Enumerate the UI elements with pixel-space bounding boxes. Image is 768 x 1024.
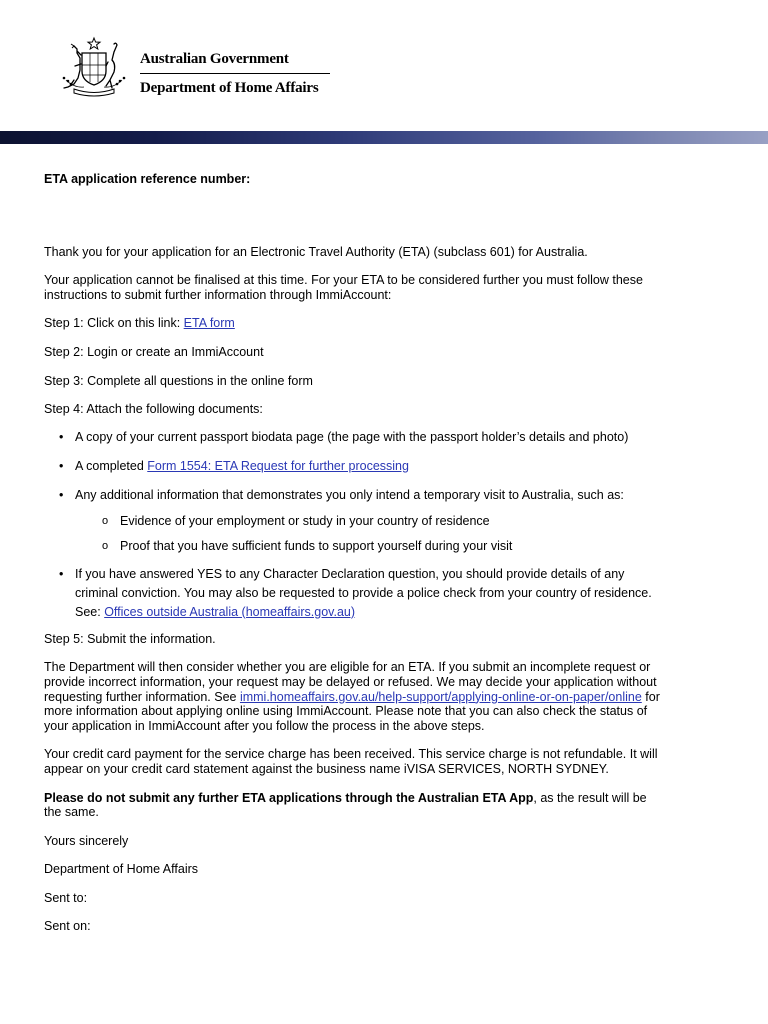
header-band (0, 131, 768, 144)
signature: Department of Home Affairs (44, 862, 199, 877)
sub-list (75, 513, 664, 555)
header-divider (140, 73, 330, 74)
step-5: Step 5: Submit the information. (44, 631, 216, 646)
coat-of-arms-icon (44, 36, 132, 98)
government-name: Australian Government (140, 51, 289, 67)
warning-paragraph (44, 791, 664, 820)
list-item-passport: • A copy of your current passport biodata page (the page with the passport holder’s details and photo) (75, 428, 664, 447)
step-3: Step 3: Complete all questions in the online form (44, 373, 313, 388)
documents-list (44, 428, 664, 622)
immi-help-link[interactable]: immi.homeaffairs.gov.au/help-support/applying-online-or-on-paper/online (239, 689, 642, 704)
letterhead (0, 0, 768, 130)
list-item-additional-info (75, 486, 664, 555)
offices-outside-australia-link[interactable]: Offices outside Australia (homeaffairs.gov.au) (104, 604, 356, 619)
list-item-form-1554 (75, 457, 664, 476)
department-text-b: for more information about applying online using ImmiAccount. Please note that you can also check the status of your application in ImmiAccount after you follow the process in the above steps. (44, 689, 660, 733)
payment-paragraph: Your credit card payment for the service charge has been received. This service charge is not refundable. It will appear on your credit card statement against the business name iVISA SERVICES, NORTH SYDNEY. (44, 747, 658, 776)
reference-label: ETA application reference number: (44, 172, 251, 186)
step-2: Step 2: Login or create an ImmiAccount (44, 344, 264, 359)
sent-on: Sent on: (44, 919, 91, 934)
warning-bold: Please do not submit any further ETA applications through the Australian ETA App (44, 790, 534, 805)
list-item-character (75, 565, 664, 622)
department-paragraph (44, 660, 664, 733)
sub-item-funds: o Proof that you have sufficient funds to support yourself during your visit (120, 538, 664, 555)
warning-rest: , as the result will be the same. (44, 790, 647, 820)
sent-to: Sent to: (44, 890, 88, 905)
step-1 (44, 316, 664, 331)
form-1554-link[interactable]: Form 1554: ETA Request for further processing (147, 458, 409, 473)
character-text: If you have answered YES to any Character Declaration question, you should provide details of any criminal conviction. You may also be requested to provide a police check from your country of residence. See: (75, 566, 652, 619)
letter-body (44, 172, 664, 934)
additional-info-text: Any additional information that demonstrates you only intend a temporary visit to Australia, such as: (75, 487, 624, 502)
step-4: Step 4: Attach the following documents: (44, 402, 263, 417)
form-prefix: A completed (75, 458, 148, 473)
department-name: Department of Home Affairs (140, 80, 319, 96)
step-1-text: Step 1: Click on this link: (44, 316, 184, 331)
thanks-paragraph: Thank you for your application for an Electronic Travel Authority (ETA) (subclass 601) for Australia. (44, 244, 588, 259)
department-text-a: The Department will then consider whether you are eligible for an ETA. If you submit an incomplete request or provide incorrect information, your request may be delayed or refused. We may decide your application without requesting further information. See (44, 660, 657, 704)
sub-item-employment: o Evidence of your employment or study in your country of residence (120, 513, 664, 530)
eta-form-link[interactable]: ETA form (183, 316, 235, 331)
instructions-paragraph: Your application cannot be finalised at this time. For your ETA to be considered further you must follow these instructions to submit further information through ImmiAccount: (44, 273, 643, 302)
closing: Yours sincerely (44, 833, 129, 848)
